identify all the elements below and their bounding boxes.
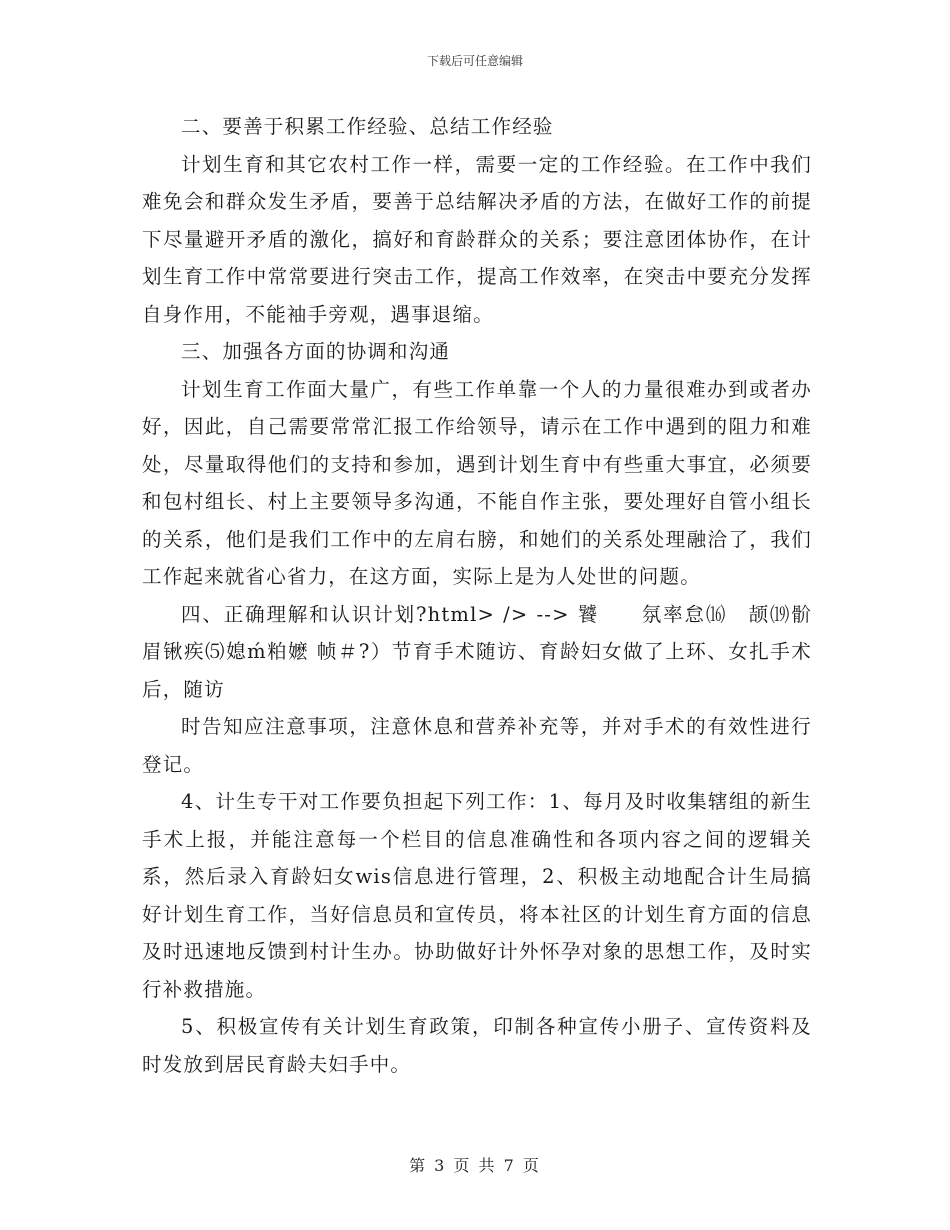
section-heading-3: 三、加强各方面的协调和沟通 xyxy=(181,340,451,363)
paragraph: 计划生育工作面大量广，有些工作单靠一个人的力量很难办到或者办好，因此，自己需要常常汇报工作给领导，请示在工作中遇到的阻力和难处，尽量取得他们的支持和参加，遇到计划生育中有些重大事宜，必须要和包村组长、村上主要领导多沟通，不能自作主张，要处理好自管小组长的关系，他们是我们工作中的左肩右膀，和她们的关系处理融洽了，我们工作起来就省心省力，在这方面，实际上是为人处世的问题。 xyxy=(142,377,812,588)
paragraph: 计划生育和其它农村工作一样，需要一定的工作经验。在工作中我们难免会和群众发生矛盾，要善于总结解决矛盾的方法，在做好工作的前提下尽量避开矛盾的激化，搞好和育龄群众的关系；要注意团体协作，在计划生育工作中常常要进行突击工作，提高工作效率，在突击中要充分发挥自身作用，不能袖手旁观，遇事退缩。 xyxy=(142,152,812,326)
section-heading-2: 二、要善于积累工作经验、总结工作经验 xyxy=(181,115,554,138)
paragraph: 4、计生专干对工作要负担起下列工作：1、每月及时收集辖组的新生手术上报，并能注意每一个栏目的信息准确性和各项内容之间的逻辑关系，然后录入育龄妇女wis信息进行管理，2、积极主动地配合计生局搞好计划生育工作，当好信息员和宣传员，将本社区的计划生育方面的信息及时迅速地反馈到村计生办。协助做好计外怀孕对象的思想工作，及时实行补救措施。 xyxy=(142,790,812,1001)
page-header-note: 下载后可任意编辑 xyxy=(426,54,523,68)
paragraph: 5、积极宣传有关计划生育政策，印制各种宣传小册子、宣传资料及时发放到居民育龄夫妇手中。 xyxy=(142,1015,812,1076)
document-body xyxy=(142,108,812,1083)
page-number-footer: 第 3 页 共 7 页 xyxy=(409,1156,541,1175)
paragraph: 时告知应注意事项，注意休息和营养补充等，并对手术的有效性进行登记。 xyxy=(142,715,812,776)
section-heading-4: 四、正确理解和认识计划?html> /> --> 饕 氛率怠⒃ 颉⒆骱眉锹疾⑸媳ḿ粕嬷 帧＃?）节育手术随访、育龄妇女做了上环、女扎手术后，随访 xyxy=(142,602,812,701)
